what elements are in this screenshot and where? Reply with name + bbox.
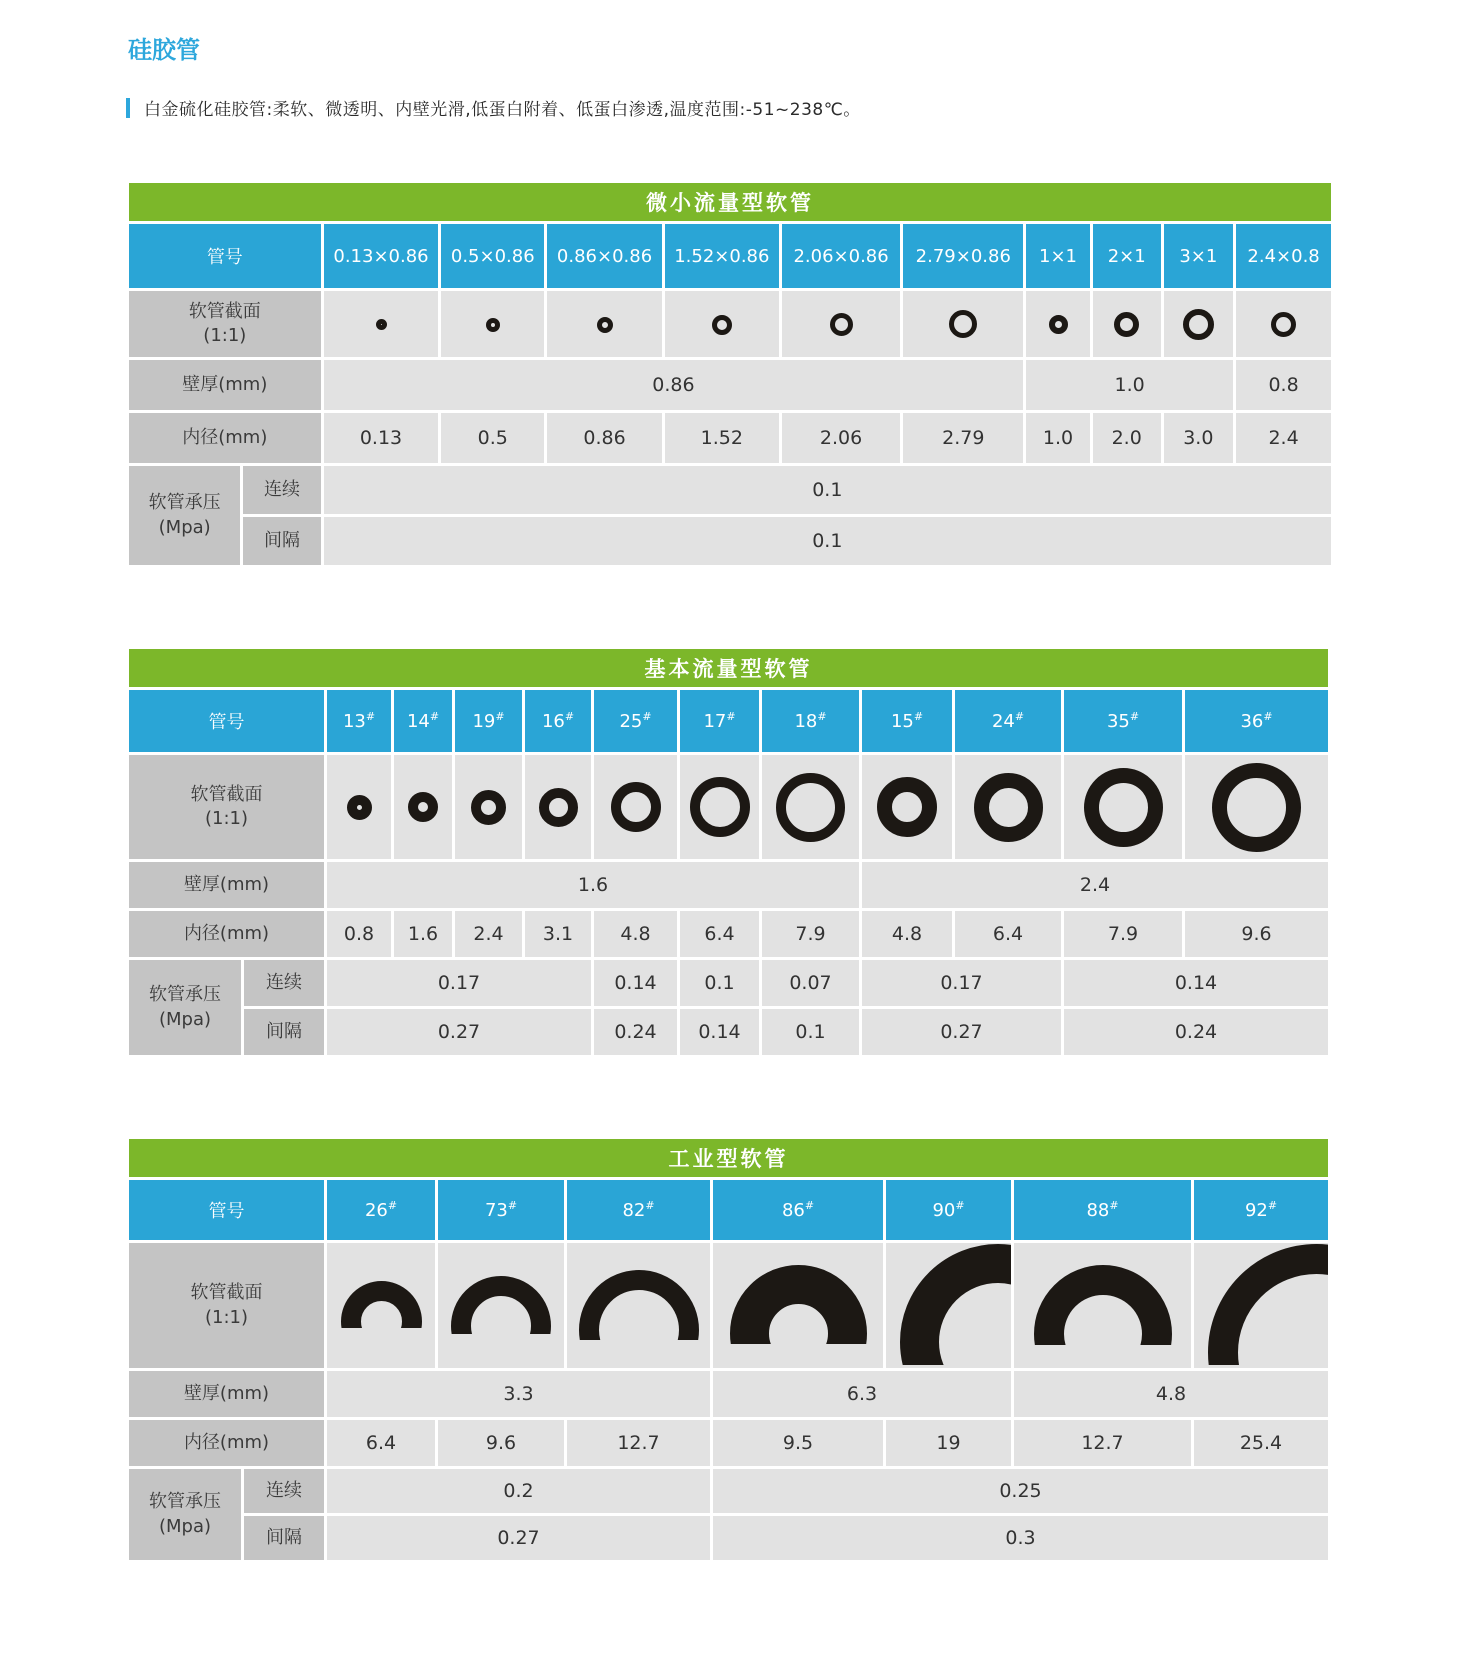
tube-no-header: 管号 [129, 690, 324, 752]
tube-ring-icon [830, 313, 853, 336]
tube-size-label: 16 [541, 710, 565, 732]
tube-size-label: 92 [1244, 1199, 1268, 1221]
industrial-spec-table [126, 1136, 1331, 1563]
cross-section-cell [455, 755, 522, 859]
tube-size-sup: # [1129, 709, 1140, 723]
inner-diameter-label: 内径(mm) [129, 911, 324, 957]
tube-ring-icon [539, 788, 578, 827]
cross-section-cell [680, 755, 759, 859]
tube-size-sup: # [495, 709, 505, 723]
continuous-pressure-value: 0.07 [762, 960, 859, 1006]
cross-section-cell [594, 755, 677, 859]
cross-section-cell [567, 1243, 710, 1368]
cross-section-label: 软管截面 (1:1) [129, 1243, 324, 1368]
tube-size-label: 2.06×0.86 [793, 245, 889, 267]
continuous-pressure-value: 0.14 [594, 960, 677, 1006]
tube-size-header [1194, 1180, 1328, 1240]
inner-diameter-value: 4.8 [862, 911, 952, 957]
cross-section-cell [1064, 755, 1182, 859]
tube-arc-icon [579, 1270, 699, 1340]
wall-thickness-label: 壁厚(mm) [129, 360, 321, 410]
micro-flow-spec-table [126, 180, 1334, 568]
intermittent-label: 间隔 [244, 1009, 324, 1055]
tube-size-label: 15 [890, 710, 914, 732]
tube-size-header [713, 1180, 883, 1240]
tube-ring-icon [471, 790, 506, 825]
cross-section-label: 软管截面 (1:1) [129, 291, 321, 357]
tube-size-header [762, 690, 859, 752]
inner-diameter-value: 0.8 [327, 911, 391, 957]
tube-size-label: 88 [1086, 1199, 1110, 1221]
cross-section-cell [762, 755, 859, 859]
intermittent-pressure-value: 0.27 [327, 1009, 591, 1055]
tube-size-header [1014, 1180, 1191, 1240]
inner-diameter-value: 2.0 [1093, 413, 1161, 463]
cross-section-cell [1194, 1243, 1328, 1368]
tube-ring-icon [1183, 309, 1214, 340]
intermittent-label: 间隔 [244, 1516, 324, 1560]
continuous-pressure-value: 0.1 [324, 466, 1331, 514]
tube-size-sup: # [429, 709, 440, 723]
tube-size-label: 35 [1106, 710, 1130, 732]
cross-section-cell [1014, 1243, 1191, 1368]
tube-size-header [547, 224, 662, 288]
tube-arc-icon [730, 1265, 867, 1344]
pressure-label: 软管承压 (Mpa) [129, 960, 241, 1055]
tube-size-sup: # [804, 1198, 815, 1212]
tube-size-header [438, 1180, 564, 1240]
tube-ring-icon [611, 782, 661, 832]
tube-arc-clip [1194, 1244, 1328, 1365]
cross-section-cell [1026, 291, 1090, 357]
industrial-table [126, 1136, 1334, 1563]
tube-size-sup: # [642, 709, 652, 723]
tube-size-sup: # [365, 709, 376, 723]
tube-size-sup: # [1109, 1198, 1119, 1212]
tube-ring-icon [1114, 312, 1139, 337]
cross-section-cell [1236, 291, 1331, 357]
continuous-pressure-value: 0.14 [1064, 960, 1328, 1006]
inner-diameter-value: 1.0 [1026, 413, 1090, 463]
tube-size-header [327, 1180, 435, 1240]
tube-ring-icon [974, 773, 1043, 842]
wall-thickness-value: 0.86 [324, 360, 1024, 410]
tube-size-label: 2.79×0.86 [915, 245, 1011, 267]
inner-diameter-value: 19 [886, 1420, 1011, 1466]
tube-size-label: 3×1 [1179, 245, 1218, 267]
tube-size-label: 2×1 [1107, 245, 1146, 267]
tube-ring-icon [1049, 315, 1068, 334]
inner-diameter-value: 6.4 [327, 1420, 435, 1466]
cross-section-cell [665, 291, 779, 357]
intermittent-pressure-value: 0.24 [1064, 1009, 1328, 1055]
tube-size-header [594, 690, 677, 752]
continuous-pressure-value: 0.25 [713, 1469, 1328, 1513]
cross-section-cell [886, 1243, 1011, 1368]
continuous-pressure-value: 0.1 [680, 960, 759, 1006]
inner-diameter-value: 6.4 [680, 911, 759, 957]
tube-ring-icon [712, 315, 732, 335]
cross-section-cell [394, 755, 452, 859]
inner-diameter-value: 25.4 [1194, 1420, 1328, 1466]
tube-size-label: 14 [406, 710, 430, 732]
inner-diameter-value: 12.7 [567, 1420, 710, 1466]
cross-section-cell [1093, 291, 1161, 357]
table-title: 基本流量型软管 [129, 649, 1328, 687]
tube-size-sup: # [564, 709, 575, 723]
inner-diameter-label: 内径(mm) [129, 413, 321, 463]
inner-diameter-value: 6.4 [955, 911, 1061, 957]
pressure-label: 软管承压 (Mpa) [129, 1469, 241, 1560]
intermittent-pressure-value: 0.24 [594, 1009, 677, 1055]
tube-size-label: 82 [622, 1199, 646, 1221]
tube-ring-icon [486, 318, 500, 332]
tube-size-sup: # [507, 1198, 518, 1212]
intermittent-pressure-value: 0.27 [327, 1516, 710, 1560]
cross-section-cell [1185, 755, 1328, 859]
basic-flow-spec-table [126, 646, 1331, 1058]
tube-size-label: 2.4×0.8 [1247, 245, 1320, 267]
inner-diameter-value: 3.0 [1164, 413, 1234, 463]
page-title: 硅胶管 [128, 36, 200, 64]
tube-size-sup: # [913, 709, 924, 723]
wall-thickness-label: 壁厚(mm) [129, 862, 324, 908]
inner-diameter-value: 2.06 [782, 413, 901, 463]
tube-size-header [567, 1180, 710, 1240]
tube-size-header [680, 690, 759, 752]
continuous-label: 连续 [243, 466, 320, 514]
tube-no-header: 管号 [129, 224, 321, 288]
tube-size-sup: # [955, 1198, 965, 1212]
tube-size-header [1064, 690, 1182, 752]
cross-section-cell [955, 755, 1061, 859]
tube-size-label: 86 [781, 1199, 805, 1221]
tube-size-label: 24 [991, 710, 1015, 732]
tube-arc-clip [886, 1244, 1011, 1365]
cross-section-cell [324, 291, 439, 357]
wall-thickness-label: 壁厚(mm) [129, 1371, 324, 1417]
tube-arc-clip [567, 1270, 710, 1340]
tube-ring-icon [1084, 768, 1163, 847]
cross-section-cell [903, 291, 1023, 357]
cross-section-cell [441, 291, 544, 357]
tube-size-header [394, 690, 452, 752]
inner-diameter-value: 9.6 [438, 1420, 564, 1466]
tube-size-header [441, 224, 544, 288]
tube-size-header [455, 690, 522, 752]
tube-size-label: 0.5×0.86 [450, 245, 535, 267]
tube-size-header [525, 690, 591, 752]
tube-size-header [903, 224, 1023, 288]
tube-size-sup: # [645, 1198, 655, 1212]
tube-arc-icon [900, 1244, 1011, 1365]
table-title: 工业型软管 [129, 1139, 1328, 1177]
inner-diameter-value: 4.8 [594, 911, 677, 957]
page-description: 白金硫化硅胶管:柔软、微透明、内壁光滑,低蛋白附着、低蛋白渗透,温度范围:-51~238℃。 [144, 100, 861, 120]
tube-size-label: 36 [1240, 710, 1264, 732]
pressure-label: 软管承压 (Mpa) [129, 466, 240, 565]
intermittent-pressure-value: 0.1 [324, 517, 1331, 565]
cross-section-cell [525, 755, 591, 859]
tube-size-sup: # [817, 709, 827, 723]
tube-size-label: 1×1 [1039, 245, 1077, 267]
continuous-label: 连续 [244, 1469, 324, 1513]
cross-section-label: 软管截面 (1:1) [129, 755, 324, 859]
page-content [0, 30, 1334, 1563]
inner-diameter-value: 2.4 [1236, 413, 1331, 463]
intermittent-pressure-value: 0.1 [762, 1009, 859, 1055]
wall-thickness-value: 3.3 [327, 1371, 710, 1417]
tube-arc-clip [713, 1265, 883, 1344]
inner-diameter-value: 0.5 [441, 413, 544, 463]
tube-size-header [327, 690, 391, 752]
tube-arc-clip [1014, 1265, 1191, 1345]
inner-diameter-value: 1.52 [665, 413, 779, 463]
tube-size-header [1185, 690, 1328, 752]
tube-size-header [955, 690, 1061, 752]
intermittent-label: 间隔 [243, 517, 320, 565]
tube-arc-clip [438, 1276, 564, 1334]
tube-size-label: 0.13×0.86 [333, 245, 429, 267]
tube-ring-icon [597, 317, 613, 333]
inner-diameter-value: 12.7 [1014, 1420, 1191, 1466]
wall-thickness-value: 1.0 [1026, 360, 1233, 410]
wall-thickness-value: 4.8 [1014, 1371, 1328, 1417]
tube-size-header [1164, 224, 1234, 288]
cross-section-cell [438, 1243, 564, 1368]
cross-section-cell [547, 291, 662, 357]
tube-arc-icon [1034, 1265, 1172, 1345]
tube-size-header [1026, 224, 1090, 288]
tube-ring-icon [776, 773, 845, 842]
description-row [126, 95, 1334, 120]
tube-size-label: 18 [794, 710, 818, 732]
tube-no-header: 管号 [129, 1180, 324, 1240]
tube-size-header [886, 1180, 1011, 1240]
tube-size-label: 13 [342, 710, 366, 732]
wall-thickness-value: 6.3 [713, 1371, 1011, 1417]
inner-diameter-value: 7.9 [1064, 911, 1182, 957]
inner-diameter-label: 内径(mm) [129, 1420, 324, 1466]
tube-ring-icon [877, 777, 937, 837]
continuous-pressure-value: 0.2 [327, 1469, 710, 1513]
wall-thickness-value: 2.4 [862, 862, 1328, 908]
cross-section-cell [327, 1243, 435, 1368]
inner-diameter-value: 3.1 [525, 911, 591, 957]
tube-size-label: 0.86×0.86 [556, 245, 653, 267]
tube-size-header [665, 224, 779, 288]
inner-diameter-value: 1.6 [394, 911, 452, 957]
inner-diameter-value: 9.5 [713, 1420, 883, 1466]
tube-size-sup: # [726, 709, 736, 723]
cross-section-cell [713, 1243, 883, 1368]
tube-size-label: 25 [619, 710, 643, 732]
tube-size-sup: # [1263, 709, 1273, 723]
intermittent-pressure-value: 0.14 [680, 1009, 759, 1055]
tube-size-header [862, 690, 952, 752]
tube-size-label: 1.52×0.86 [674, 245, 770, 267]
continuous-pressure-value: 0.17 [327, 960, 591, 1006]
tube-arc-icon [451, 1276, 551, 1334]
tube-size-label: 19 [472, 710, 496, 732]
intermittent-pressure-value: 0.3 [713, 1516, 1328, 1560]
tube-size-label: 90 [932, 1199, 956, 1221]
tube-ring-icon [408, 792, 438, 822]
tube-ring-icon [949, 310, 977, 338]
tube-arc-clip [327, 1281, 435, 1328]
cross-section-cell [862, 755, 952, 859]
inner-diameter-value: 2.4 [455, 911, 522, 957]
inner-diameter-value: 0.86 [547, 413, 662, 463]
tube-size-header [324, 224, 439, 288]
description-accent-bar [126, 98, 130, 118]
tube-size-sup: # [1014, 709, 1025, 723]
wall-thickness-value: 1.6 [327, 862, 859, 908]
tube-size-header [1236, 224, 1331, 288]
inner-diameter-value: 0.13 [324, 413, 439, 463]
continuous-label: 连续 [244, 960, 324, 1006]
intermittent-pressure-value: 0.27 [862, 1009, 1061, 1055]
tube-arc-icon [341, 1281, 422, 1328]
inner-diameter-value: 9.6 [1185, 911, 1328, 957]
tube-size-label: 73 [484, 1199, 508, 1221]
tube-size-label: 26 [364, 1199, 388, 1221]
tube-ring-icon [1212, 763, 1301, 852]
tube-size-header [1093, 224, 1161, 288]
inner-diameter-value: 2.79 [903, 413, 1023, 463]
table-title: 微小流量型软管 [129, 183, 1331, 221]
tube-ring-icon [1271, 312, 1296, 337]
cross-section-cell [1164, 291, 1234, 357]
tube-ring-icon [690, 777, 750, 837]
wall-thickness-value: 0.8 [1236, 360, 1331, 410]
tube-ring-icon [376, 319, 387, 330]
cross-section-cell [782, 291, 901, 357]
inner-diameter-value: 7.9 [762, 911, 859, 957]
tube-size-sup: # [1267, 1198, 1278, 1212]
basic-flow-table [126, 646, 1334, 1058]
tube-size-header [782, 224, 901, 288]
tube-ring-icon [347, 795, 372, 820]
micro-flow-table [126, 180, 1334, 568]
tube-size-label: 17 [703, 710, 727, 732]
cross-section-cell [327, 755, 391, 859]
continuous-pressure-value: 0.17 [862, 960, 1061, 1006]
tube-size-sup: # [387, 1198, 398, 1212]
tube-arc-icon [1208, 1244, 1328, 1365]
